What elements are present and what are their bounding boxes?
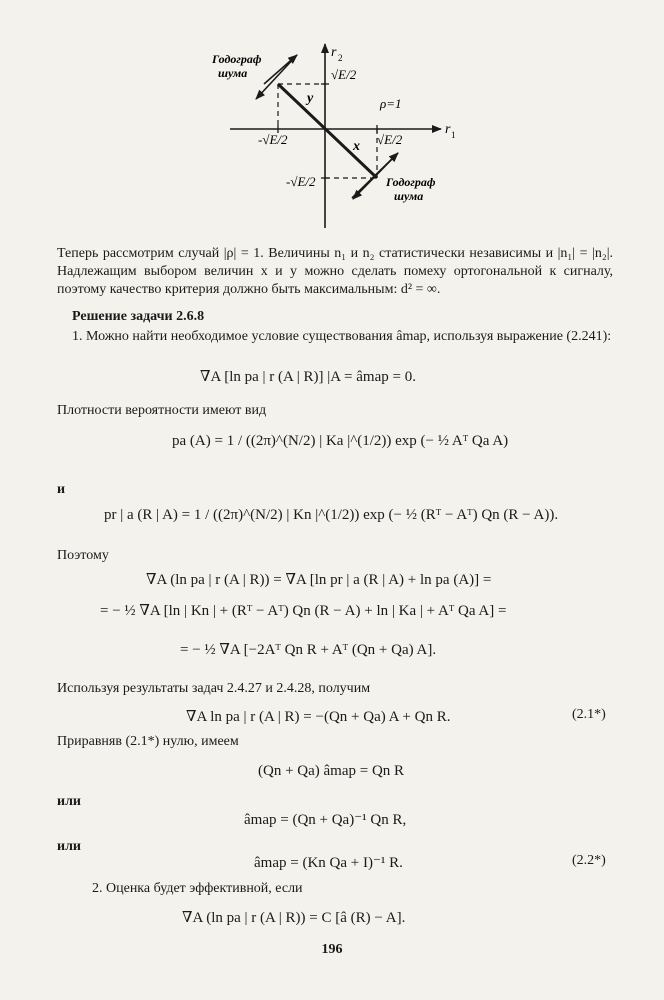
equation-likelihood: pr | a (R | A) = 1 / ((2π)^(N/2) | Kn |^(1/2)) exp (− ½ (Rᵀ − Aᵀ) Qn (R − A)). <box>104 507 559 523</box>
label-rho: ρ=1 <box>380 96 402 111</box>
equation-gradient-expansion-2: = − ½ ∇A [ln | Kn | + (Rᵀ − Aᵀ) Qn (R − A) + ln | Ka | + Aᵀ Qa A] = <box>100 603 507 619</box>
axis-r2-label: r <box>331 45 337 60</box>
paragraph-efficient-estimate: 2. Оценка будет эффективной, если <box>92 881 303 896</box>
conjunction-or-2: или <box>57 839 81 854</box>
hodograph-label-bottom-1: Годограф <box>386 175 436 189</box>
hodograph-figure <box>0 0 664 240</box>
label-y: y <box>307 91 314 106</box>
conjunction-and: и <box>57 482 66 497</box>
axis-r1-label: r <box>445 122 451 137</box>
hodograph-arrow-top-down <box>256 55 297 99</box>
tick-label-neg-y: -√E/2 <box>286 174 316 189</box>
hodograph-label-top-1: Годограф <box>212 52 262 66</box>
tick-label-neg-x: -√E/2 <box>258 132 288 147</box>
section-heading: Решение задачи 2.6.8 <box>72 309 205 324</box>
noise-diagonal-line <box>278 84 377 178</box>
paragraph-using-results: Используя результаты задач 2.4.27 и 2.4.28, получим <box>57 681 371 696</box>
paragraph-setting-zero: Приравняв (2.1*) нулю, имеем <box>57 734 239 749</box>
tick-label-pos-y: √E/2 <box>331 67 357 82</box>
axis-r2-sub: 2 <box>338 53 343 63</box>
conjunction-or-1: или <box>57 794 81 809</box>
axis-r1-sub: 1 <box>451 130 456 140</box>
tick-label-pos-x: √E/2 <box>377 132 403 147</box>
equation-efficiency-condition: ∇A (ln pa | r (A | R)) = C [â (R) − A]. <box>182 910 406 926</box>
equation-gradient-expansion-3: = − ½ ∇A [−2Aᵀ Qn R + Aᵀ (Qn + Qa) A]. <box>180 642 437 658</box>
hodograph-label-top-2: шума <box>218 66 248 80</box>
equation-gradient-expansion-1: ∇A (ln pa | r (A | R)) = ∇A [ln pr | a (R | A) + ln pa (A)] = <box>146 572 492 588</box>
equation-2-2: âmap = (Kn Qa + I)⁻¹ R. <box>254 855 403 871</box>
equation-map-implicit: (Qn + Qa) âmap = Qn R <box>258 763 405 779</box>
paragraph-necessary-condition: 1. Можно найти необходимое условие существования âmap, используя выражение (2.241): <box>72 329 612 344</box>
equation-prior-density: pa (A) = 1 / ((2π)^(N/2) | Ka |^(1/2)) exp (− ½ Aᵀ Qa A) <box>172 433 509 449</box>
equation-number-2-1: (2.1*) <box>572 707 606 722</box>
paragraph-therefore: Поэтому <box>57 548 109 563</box>
paragraph-densities: Плотности вероятности имеют вид <box>57 403 267 418</box>
paragraph-rho-case: Теперь рассмотрим случай |ρ| = 1. Величины n₁ и n₂ статистически независимы и |n₁| = |n₂|. Надлежащим выбором величин x и y можно сделать помеху ортогональной к сигналу, поэтому качество критерия должно быть максимальным: d² = ∞. <box>57 246 613 297</box>
equation-gradient-zero: ∇A [ln pa | r (A | R)] |A = âmap = 0. <box>200 369 416 385</box>
hodograph-label-bottom-2: шума <box>394 189 424 203</box>
equation-map-inverse: âmap = (Qn + Qa)⁻¹ Qn R, <box>244 812 407 828</box>
label-x: x <box>353 139 360 154</box>
equation-number-2-2: (2.2*) <box>572 853 606 868</box>
equation-2-1: ∇A ln pa | r (A | R) = −(Qn + Qa) A + Qn R. <box>186 709 451 725</box>
page-number: 196 <box>321 942 343 957</box>
